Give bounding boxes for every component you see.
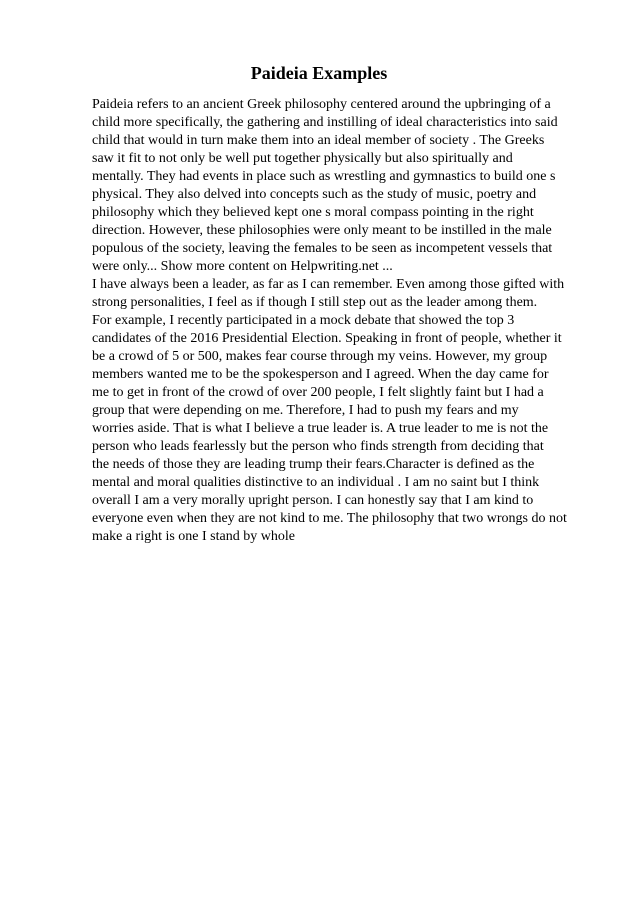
- body-line: child that would in turn make them into an ideal member of society . The Greeks: [92, 133, 545, 148]
- body-line: worries aside. That is what I believe a true leader is. A true leader to me is not the: [92, 421, 549, 436]
- body-line: direction. However, these philosophies were only meant to be instilled in the male: [92, 223, 552, 238]
- body-line: mental and moral qualities distinctive to an individual . I am no saint but I think: [92, 475, 540, 490]
- body-line: be a crowd of 5 or 500, makes fear course through my veins. However, my group: [92, 349, 548, 364]
- body-line: overall I am a very morally upright person. I can honestly say that I am kind to: [92, 493, 534, 508]
- body-line: For example, I recently participated in a mock debate that showed the top 3: [92, 313, 515, 328]
- body-line: make a right is one I stand by whole: [92, 529, 295, 544]
- body-line: physical. They also delved into concepts such as the study of music, poetry and: [92, 187, 537, 202]
- body-line: the needs of those they are leading trump their fears.Character is defined as the: [92, 457, 535, 472]
- body-line: candidates of the 2016 Presidential Election. Speaking in front of people, whether it: [92, 331, 562, 346]
- document-title: Paideia Examples: [250, 63, 388, 83]
- body-line: child more specifically, the gathering and instilling of ideal characteristics into said: [92, 115, 558, 130]
- body-line: were only... Show more content on Helpwriting.net ...: [92, 259, 393, 274]
- body-line: Paideia refers to an ancient Greek philosophy centered around the upbringing of a: [92, 97, 551, 112]
- body-line: mentally. They had events in place such as wrestling and gymnastics to build one s: [92, 169, 556, 184]
- body-line: populous of the society, leaving the females to be seen as incompetent vessels that: [92, 241, 553, 256]
- body-line: everyone even when they are not kind to me. The philosophy that two wrongs do not: [92, 511, 567, 526]
- body-line: strong personalities, I feel as if though I still step out as the leader among them.: [92, 295, 538, 310]
- document-body: [92, 96, 567, 546]
- body-line: philosophy which they believed kept one s moral compass pointing in the right: [92, 205, 534, 220]
- body-line: I have always been a leader, as far as I can remember. Even among those gifted with: [92, 277, 565, 292]
- body-line: person who leads fearlessly but the person who finds strength from deciding that: [92, 439, 544, 454]
- body-line: group that were depending on me. Therefore, I had to push my fears and my: [92, 403, 519, 418]
- body-line: saw it fit to not only be well put together physically but also spiritually and: [92, 151, 513, 166]
- body-line: me to get in front of the crowd of over 200 people, I felt slightly faint but I had a: [92, 385, 544, 400]
- body-line: members wanted me to be the spokesperson and I agreed. When the day came for: [92, 367, 549, 382]
